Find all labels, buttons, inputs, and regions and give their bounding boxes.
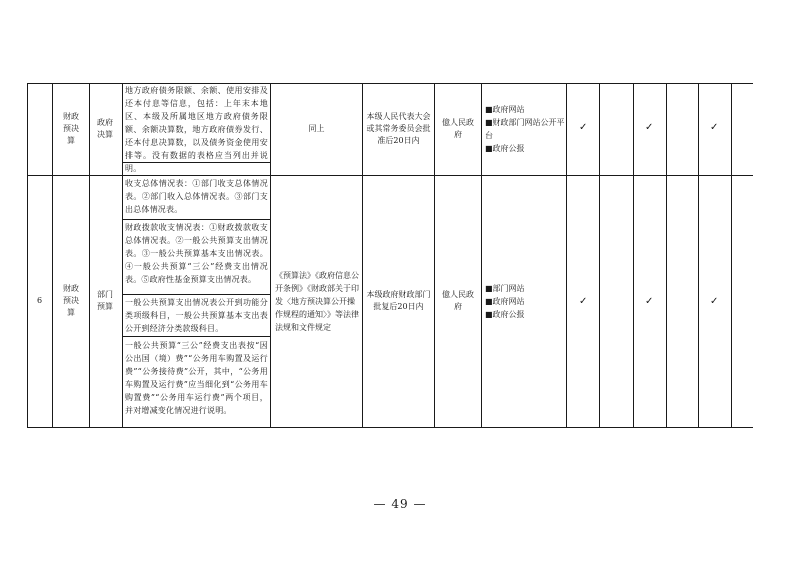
prev-category: 财政预决算 — [63, 112, 79, 145]
row6-channels — [485, 282, 565, 321]
check-mark: ✓ — [710, 122, 719, 133]
row6-category: 财政预决算 — [63, 284, 79, 317]
prev-basis: 同上 — [308, 124, 325, 133]
prev-subcategory: 政府决算 — [97, 118, 113, 139]
check-mark: ✓ — [579, 122, 588, 133]
check-mark: ✓ — [710, 296, 719, 307]
disclosure-table — [27, 83, 753, 428]
prev-channels — [485, 103, 565, 155]
row6-content-4: 一般公共预算“三公”经费支出表按“因公出国（境）费”“公务用车购置及运行费”“公务接待费”公开，其中，“公务用车购置及运行费”应当细化到“公务用车购置费”“公务用车运行费”两个项目，并对增减变化情况进行说明。 — [125, 341, 268, 415]
channel-item: ■政府网站 — [485, 297, 525, 306]
prev-timing: 本级人民代表大会或其常务委员会批准后20日内 — [366, 112, 431, 145]
channel-item: ■政府公报 — [485, 144, 525, 153]
channel-item: ■政府网站 — [485, 105, 525, 114]
check-mark: ✓ — [645, 296, 654, 307]
row6-content-2: 财政拨款收支情况表：①财政拨款收支总体情况表。②一般公共预算支出情况表。③一般公共预算基本支出情况表。④一般公共预算“三公”经费支出情况表。⑤政府性基金预算支出情况表。 — [125, 223, 268, 284]
row6-timing: 本级政府财政部门批复后20日内 — [366, 290, 431, 311]
channel-item: ■政府公报 — [485, 310, 525, 319]
check-mark: ✓ — [579, 296, 588, 307]
channel-item: ■财政部门网站公开平台 — [485, 118, 565, 140]
prev-content: 地方政府债务限额、余额、使用安排及还本付息等信息，包括：上年末本地区、本级及所属地区地方政府债务限额、余额决算数，地方政府债券发行、还本付息决算数，以及债务资金使用安排等。没有数据的表格应当列出并说明。 — [125, 86, 268, 173]
row6-content-3: 一般公共预算支出情况表公开到功能分类项级科目，一般公共预算基本支出表公开到经济分类款级科目。 — [125, 298, 268, 333]
row-number: 6 — [36, 296, 43, 305]
page-number: — 49 — — [373, 497, 427, 511]
row6-subcategory: 部门预算 — [97, 290, 113, 311]
row6-content-1: 收支总体情况表：①部门收支总体情况表。②部门收入总体情况表。③部门支出总体情况表。 — [125, 179, 268, 214]
check-mark: ✓ — [645, 122, 654, 133]
row6-basis: 《预算法》《政府信息公开条例》《财政部关于印发〈地方预决算公开操作规程的通知〉》等法律法规和文件规定 — [275, 270, 359, 332]
row6-subject: 億人民政府 — [442, 290, 474, 311]
channel-item: ■部门网站 — [485, 284, 525, 293]
prev-subject: 億人民政府 — [442, 118, 474, 139]
